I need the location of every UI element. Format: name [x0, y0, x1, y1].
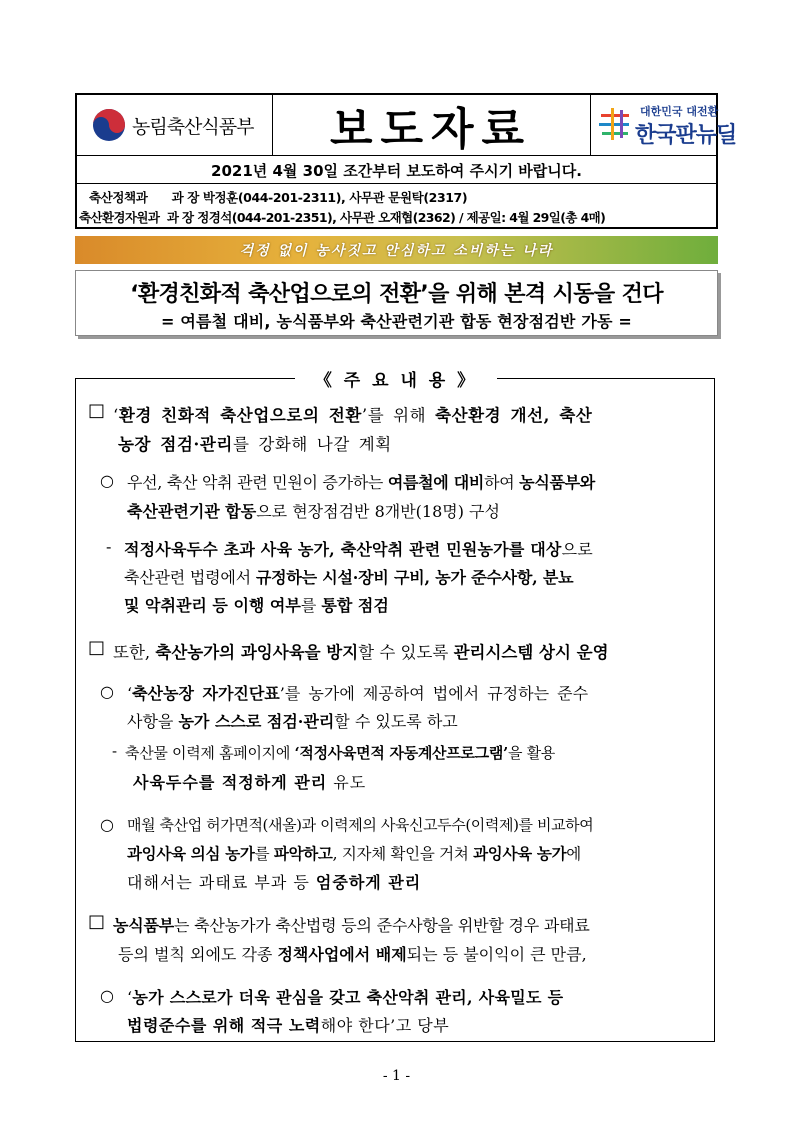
- text-bold: 과잉사육 농가: [473, 844, 567, 863]
- brand-cell: [590, 95, 737, 155]
- d1-line-1: [124, 537, 593, 560]
- s3-line-2: [118, 942, 587, 965]
- b2-line-1: [127, 681, 588, 704]
- d2-line-2: [133, 770, 366, 793]
- text-bold: 축산관련기관 합동: [127, 502, 257, 521]
- text: ’를 농가에 제공하여 법에서 규정하는 준수: [279, 684, 589, 703]
- text: 대해서는 과태료 부과 등: [127, 873, 316, 892]
- text: 할 수 있도록: [358, 643, 454, 662]
- brand-slogan-small: 대한민국 대전환: [640, 105, 719, 118]
- b1-line-2: [127, 499, 500, 522]
- text-bold: 농장 점검·관리: [118, 435, 233, 454]
- s1-line-1: [113, 402, 592, 426]
- text: 를: [300, 596, 322, 615]
- text-bold: 통합 점검: [321, 596, 389, 615]
- title-box: [75, 270, 718, 336]
- text-bold: 엄중하게 관리: [315, 873, 422, 892]
- page-number: - 1 -: [382, 1068, 411, 1084]
- text: 등의 벌칙 외에도 각종: [118, 945, 278, 964]
- doc-type-title: 보도자료: [329, 104, 532, 155]
- text-bold: ‘적정사육면적 자동계산프로그램’: [294, 744, 508, 762]
- text-bold: 관리시스템 상시 운영: [453, 643, 609, 662]
- text-bold: 및 악취관리 등 이행 여부: [124, 596, 301, 615]
- s2-line-1: [113, 639, 609, 663]
- b4-line-1: [127, 985, 563, 1008]
- text-bold: 농식품부와: [519, 473, 595, 492]
- slogan-banner: [75, 236, 718, 264]
- header-table: [75, 93, 737, 229]
- text-bold: 농가 스스로 점검·관리: [178, 712, 335, 731]
- text-bold: 과잉사육 의심 농가: [127, 844, 255, 863]
- text: 는 축산농가가 축산법령 등의 준수사항을 위반할 경우 과태료: [174, 916, 590, 935]
- slogan-text: 걱정 없이 농사짓고 안심하고 소비하는 나라: [239, 243, 554, 259]
- ministry-logo-cell: [77, 95, 273, 155]
- text-bold: 규정하는 시설·장비 구비, 농가 준수사항, 분뇨: [255, 568, 574, 587]
- text-bold: 정책사업에서 배제: [277, 945, 407, 964]
- text-bold: 환경 친화적 축산업으로의 전환: [118, 406, 362, 425]
- text-bold: 축산환경 개선, 축산: [435, 406, 593, 425]
- text: 사항을: [127, 712, 179, 731]
- section-marker: □: [88, 400, 106, 421]
- text: 축산물 이력제 홈페이지에: [125, 744, 295, 762]
- ministry-name: 농림축산식품부: [132, 116, 254, 138]
- summary-heading-text: 《 주 요 내 용 》: [314, 371, 478, 391]
- text: 해야 한다’고 당부: [320, 1016, 450, 1035]
- bullet-marker: ○: [100, 815, 114, 834]
- text: 을 활용: [507, 744, 555, 762]
- d2-line-1: [125, 742, 555, 763]
- taegeuk-logo-icon: [92, 108, 126, 142]
- doc-type-cell: [272, 95, 591, 155]
- bullet-marker: ○: [100, 986, 114, 1005]
- text-bold: 축산농가의 과잉사육을 방지: [155, 643, 359, 662]
- text: 우선, 축산 악취 관련 민원이 증가하는: [127, 473, 388, 492]
- text-bold: 적정사육두수 초과 사육 농가, 축산악취 관련 민원농가를 대상: [124, 540, 562, 559]
- text-bold: 여름철에 대비: [387, 473, 485, 492]
- text: ‘: [127, 684, 133, 703]
- bullet-marker: ○: [100, 682, 114, 701]
- text: 또한,: [113, 643, 156, 662]
- text: , 지자체 확인을 거쳐: [332, 845, 474, 863]
- b3-line-3: [127, 870, 421, 893]
- text: ’를 위해: [361, 406, 436, 425]
- text: 하여: [484, 473, 520, 492]
- text-bold: 농식품부: [113, 916, 175, 935]
- d1-line-2: [124, 565, 573, 588]
- contacts-row: [77, 183, 716, 228]
- text-bold: 사육두수를 적정하게 관리: [133, 773, 328, 792]
- s1-line-2: [118, 431, 392, 455]
- text: 유도: [327, 773, 367, 792]
- text: 에: [566, 845, 581, 863]
- text: 으로: [561, 540, 593, 559]
- text: ‘: [113, 406, 119, 425]
- text: 를 강화해 나갈 계획: [232, 435, 392, 454]
- section-marker: □: [88, 911, 106, 932]
- text: 되는 등 불이익이 큰 만큼,: [406, 945, 587, 964]
- text: 를: [254, 845, 274, 863]
- text-bold: 파악하고: [273, 844, 333, 863]
- text: 으로 현장점검반 8개반(18명) 구성: [256, 502, 500, 521]
- text: ‘: [127, 988, 133, 1007]
- b2-line-2: [127, 709, 458, 732]
- contact-line-1: 축산정책과 과 장 박정훈(044-201-2311), 사무관 문원탁(2317): [89, 190, 468, 205]
- embargo-row: [77, 155, 716, 184]
- dash-marker: -: [112, 742, 118, 760]
- text-bold: 농가 스스로가 더욱 관심을 갖고 축산악취 관리, 사육밀도 등: [132, 988, 564, 1007]
- b3-line-2: [127, 842, 581, 864]
- brand-name: 한국판뉴딜: [635, 123, 737, 148]
- main-title: ‘환경친화적 축산업으로의 전환’을 위해 본격 시동을 건다: [130, 282, 663, 307]
- new-deal-logo-icon: [597, 106, 633, 142]
- text: 축산관련 법령에서: [124, 568, 256, 587]
- embargo-text: 2021년 4월 30일 조간부터 보도하여 주시기 바랍니다.: [211, 161, 582, 180]
- b3-line-1: 매월 축산업 허가면적(새올)과 이력제의 사육신고두수(이력제)를 비교하여: [127, 816, 594, 834]
- s3-line-1: [113, 913, 590, 936]
- contact-line-2: 축산환경자원과 과 장 정경석(044-201-2351), 사무관 오재협(2362) / 제공일: 4월 29일(총 4매): [79, 210, 606, 225]
- dash-marker: -: [106, 537, 112, 556]
- section-marker: □: [88, 637, 106, 658]
- text-bold: 법령준수를 위해 적극 노력: [127, 1016, 321, 1035]
- d1-line-3: [124, 593, 389, 616]
- text-bold: 축산농장 자가진단표: [132, 684, 280, 703]
- bullet-marker: ○: [100, 471, 114, 490]
- sub-title: = 여름철 대비, 농식품부와 축산관련기관 합동 현장점검반 가동 =: [160, 312, 633, 331]
- text: 할 수 있도록 하고: [334, 712, 458, 731]
- b4-line-2: [127, 1013, 449, 1036]
- b1-line-1: [127, 470, 595, 493]
